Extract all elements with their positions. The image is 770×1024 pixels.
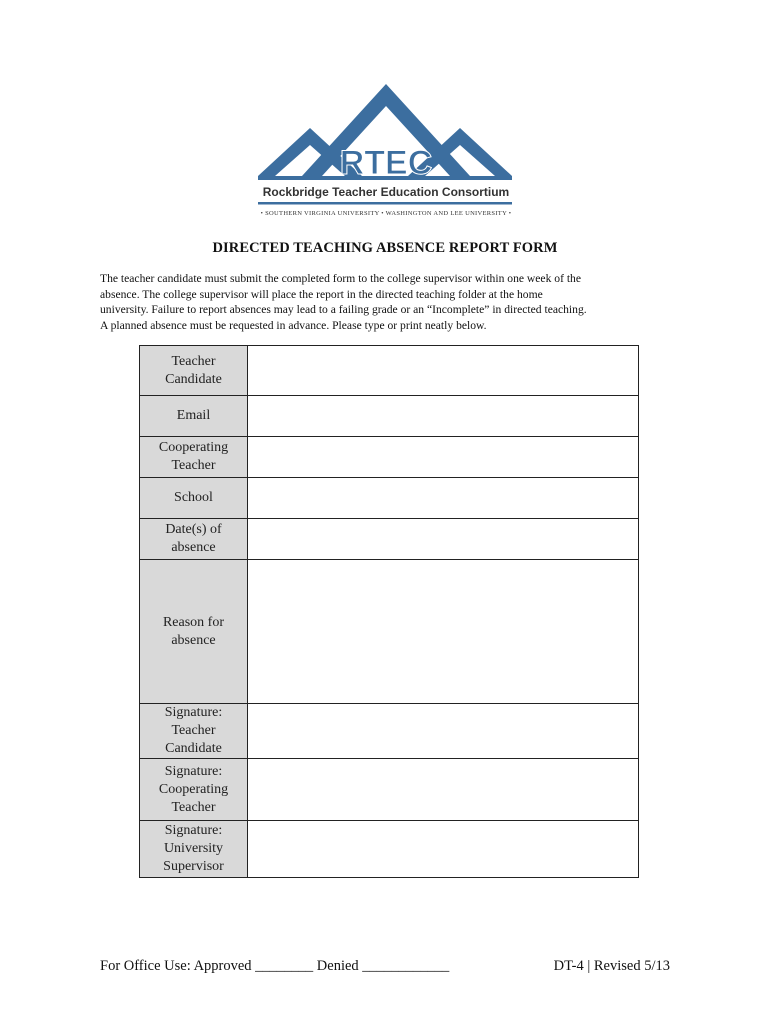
email-field[interactable] bbox=[248, 396, 639, 437]
office-use-line: For Office Use: Approved ________ Denied ____________ bbox=[100, 958, 450, 974]
document-id: DT-4 | Revised 5/13 bbox=[553, 958, 670, 974]
field-label: Email bbox=[140, 396, 248, 437]
form-row-email bbox=[140, 396, 639, 437]
field-label: Date(s) of absence bbox=[140, 519, 248, 560]
form-row-teacher-candidate bbox=[140, 346, 639, 396]
instructions-paragraph bbox=[100, 271, 675, 333]
field-label: Reason for absence bbox=[140, 560, 248, 704]
rtec-logo bbox=[250, 78, 520, 223]
absence-reason-field[interactable] bbox=[248, 560, 639, 704]
svg-text:RTEC: RTEC bbox=[339, 144, 433, 182]
svg-text:Rockbridge Teacher Education C: Rockbridge Teacher Education Consortium bbox=[262, 185, 510, 199]
form-row-dates bbox=[140, 519, 639, 560]
signature-cooperating-teacher-field[interactable] bbox=[248, 759, 639, 821]
field-label: Cooperating Teacher bbox=[140, 437, 248, 478]
svg-text:• SOUTHERN VIRGINIA UNIVERSITY: • SOUTHERN VIRGINIA UNIVERSITY • WASHINGTON AND LEE UNIVERSITY • bbox=[260, 210, 512, 217]
school-field[interactable] bbox=[248, 478, 639, 519]
field-label: Signature: Teacher Candidate bbox=[140, 704, 248, 759]
form-row-school bbox=[140, 478, 639, 519]
form-row-reason bbox=[140, 560, 639, 704]
signature-university-supervisor-field[interactable] bbox=[248, 821, 639, 878]
field-label: School bbox=[140, 478, 248, 519]
cooperating-teacher-field[interactable] bbox=[248, 437, 639, 478]
instructions-line: The teacher candidate must submit the completed form to the college supervisor within one week of the bbox=[100, 272, 581, 285]
absence-dates-field[interactable] bbox=[248, 519, 639, 560]
signature-teacher-candidate-field[interactable] bbox=[248, 704, 639, 759]
instructions-line: absence. The college supervisor will place the report in the directed teaching folder at the home bbox=[100, 287, 543, 301]
form-row-signature-cooperating-teacher bbox=[140, 759, 639, 821]
field-label: Signature: Cooperating Teacher bbox=[140, 759, 248, 821]
absence-form-table bbox=[139, 345, 639, 878]
instructions-line: A planned absence must be requested in advance. Please type or print neatly below. bbox=[100, 318, 487, 332]
field-label: Teacher Candidate bbox=[140, 346, 248, 396]
form-row-cooperating-teacher bbox=[140, 437, 639, 478]
instructions-line: university. Failure to report absences may lead to a failing grade or an “Incomplete” in directed teaching. bbox=[100, 303, 587, 316]
form-title: DIRECTED TEACHING ABSENCE REPORT FORM bbox=[212, 240, 558, 256]
form-row-signature-university-supervisor bbox=[140, 821, 639, 878]
field-label: Signature: University Supervisor bbox=[140, 821, 248, 878]
form-row-signature-teacher-candidate bbox=[140, 704, 639, 759]
teacher-candidate-field[interactable] bbox=[248, 346, 639, 396]
